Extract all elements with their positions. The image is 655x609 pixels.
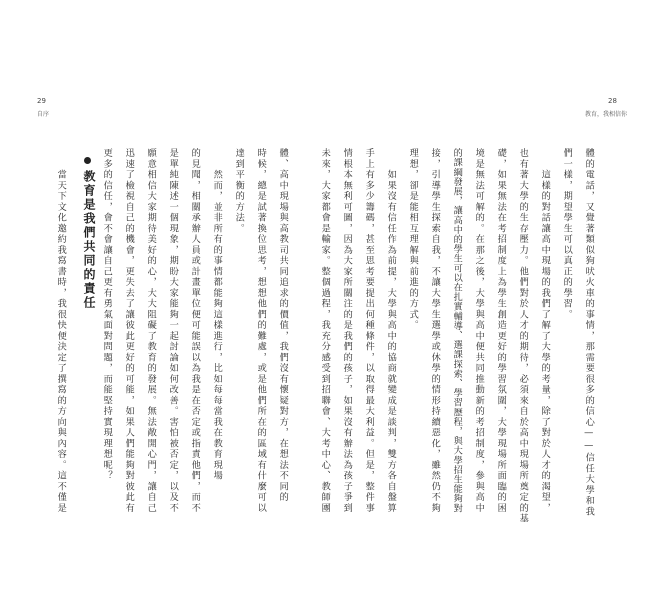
text-column: 的見聞，相關承辦人員或計畫單位便可能誤以為我是在否定或指責他們，而不 [189,148,201,514]
text-column: 體的電話，又覺著類似狗吠火車的事情，那需要很多的信心——信任大學和我 [583,148,595,518]
text-column: 理想，卻是能相互理解與前進的方式。 [407,148,419,331]
text-column: 情根本無利可圖，因為大家所關注的是我們的孩子，如果沒有辦法為孩子爭到 [341,148,353,514]
text-column: 更多的信任，會不會讓自己更有勇氣面對問題，而能堅持實現理想呢？ [101,148,113,482]
text-column: 如果沒有信任作為前提，大學與高中的協商就變成是談判，雙方各自盤算 [385,148,397,514]
left-page-number: 29 [37,97,46,105]
text-column: 們一樣，期望學生可以真正的學習。 [561,148,573,320]
text-column: 體、高中現場與高教司共同追求的價值，我們沒有懷疑對方，在想法不同的 [277,148,289,503]
left-running-head: 自序 [37,111,50,118]
text-column: 境是無法可解的。在那之後，大學與高中便共同推動新的考招制度，參與高中 [473,148,485,514]
text-column: 接，引導學生探索自我，不讓大學生選學或休學的情形持續惡化，雖然仍不夠 [429,148,441,514]
text-column: 當天下文化邀約我寫書時，我很快便決定了撰寫的方向與內容。這不僅是 [55,148,67,514]
text-column: 願意相信大家期待美好的心，大大阻礙了教育的發展。無法敞開心門，讓自己 [145,148,157,514]
right-running-head: 教育，我相信你 [585,111,628,118]
text-column: 礎，如果無法在考招制度上為學生創造更好的學習氛圍，大學現場所面臨的困 [495,148,507,514]
text-column: 迅速了檢視自己的機會，更失去了讓彼此更好的可能，如果人們能夠對彼此有 [123,148,135,514]
text-column: 時候，總是試著換位思考，想想他們的難處，或是他們所在的區域有什麼可以 [255,148,267,514]
text-column: 的課綱發展，讓高中的學生可以在扎實輔導、選課探索、學習歷程，與大學招生能夠對 [451,148,463,513]
text-column: 手上有多少籌碼，甚至思考要提出何種條件，以取得最大利益。但是，整件事 [363,148,375,514]
text-column: 未來，大家都會是輸家。整個過程，我充分感受到招聯會、大考中心、教師團 [319,148,331,514]
text-column: 然而，並非所有的事情都能夠這樣進行，比如每每當我在教育現場 [211,148,223,482]
text-column: 是單純陳述一個現象，期盼大家能夠一起討論如何改善。害怕被否定，以及不 [167,148,179,514]
text-column: 也有著大學的生存壓力。他們對於人才的期待，必須來自於高中現場所奠定的基 [517,148,529,525]
text-column: 這樣的對話讓高中現場的我們了解了大學的考量，除了對於人才的渴望， [539,148,551,514]
bullet-icon [84,157,91,164]
section-heading: 教育是我們共同的責任 [82,170,96,310]
right-page-number: 28 [608,97,617,105]
text-column: 達到平衡的方法。 [233,148,245,234]
